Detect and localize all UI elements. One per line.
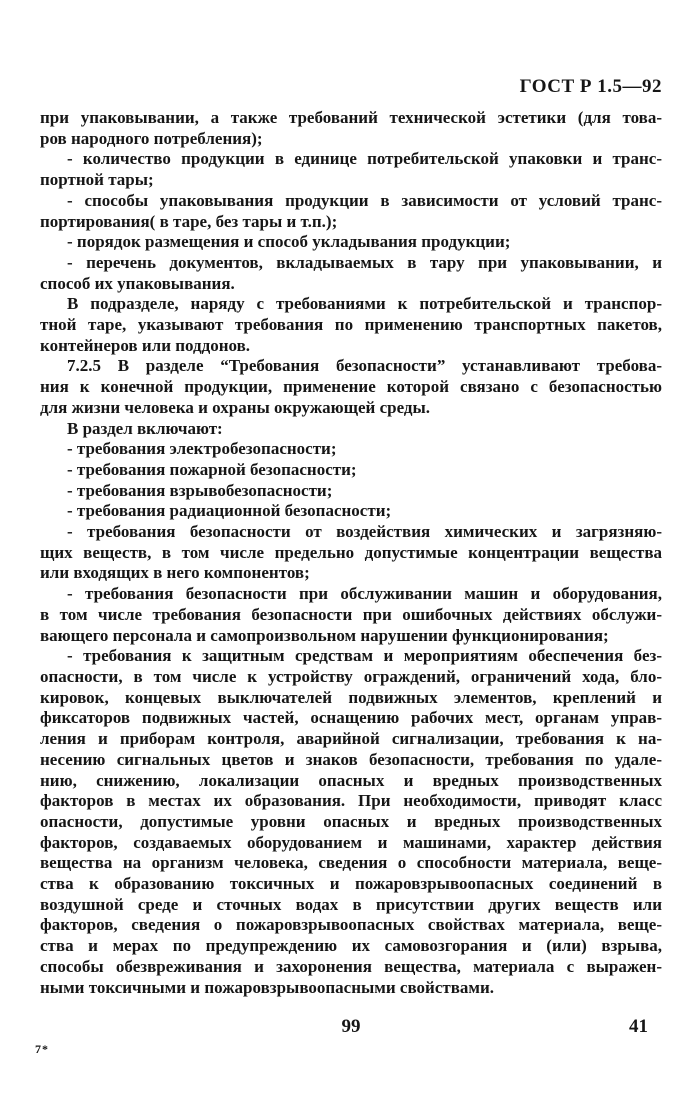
- text-line: воздушной среде и сточных водах в присутствии других веществ или: [40, 894, 662, 914]
- text-line: контейнеров или поддонов.: [40, 335, 251, 355]
- text-line: при упаковывании, а также требований технической эстетики (для това-: [40, 108, 662, 127]
- page-number-right: 41: [629, 1016, 648, 1037]
- signature-mark: 7*: [35, 1042, 49, 1056]
- text-line: ров народного потребления);: [40, 128, 263, 148]
- text-line: - требования радиационной безопасности;: [67, 501, 392, 521]
- page-number-center: 99: [341, 1016, 361, 1037]
- text-line: - требования к защитным средствам и мероприятиям обеспечения без-: [67, 646, 662, 666]
- text-line: опасности, допустимые уровни опасных и вредных производственных: [40, 811, 662, 831]
- text-line: кировок, концевых выключателей подвижных элементов, креплений и: [40, 687, 662, 707]
- text-line: ния к конечной продукции, применение которой связано с безопасностью: [40, 377, 662, 397]
- text-line: способ их упаковывания.: [40, 273, 235, 293]
- standard-number-header: ГОСТ Р 1.5—92: [519, 76, 662, 97]
- text-line: или входящих в него компонентов;: [40, 563, 310, 583]
- text-line: - перечень документов, вкладываемых в тару при упаковывании, и: [67, 252, 662, 272]
- text-line: В раздел включают:: [67, 418, 223, 438]
- text-line: тной таре, указывают требования по применению транспортных пакетов,: [40, 315, 662, 335]
- text-line: - способы упаковывания продукции в зависимости от условий транс-: [67, 190, 662, 210]
- text-line: портирования( в таре, без тары и т.п.);: [40, 211, 338, 231]
- text-line: опасности, в том числе к устройству ограждений, ограничений хода, бло-: [40, 666, 662, 686]
- text-line: ления и приборам контроля, аварийной сигнализации, требования к на-: [40, 729, 662, 749]
- text-line: портной тары;: [40, 170, 154, 190]
- text-line: щих веществ, в том числе предельно допустимые концентрации вещества: [40, 542, 662, 562]
- text-line: - требования электробезопасности;: [67, 439, 337, 459]
- text-line: способы обезвреживания и захоронения вещества, материала с выражен-: [40, 956, 662, 976]
- text-line: 7.2.5 В разделе “Требования безопасности” устанавливают требова-: [67, 356, 662, 376]
- page-footer: [40, 1016, 662, 1042]
- text-line: для жизни человека и охраны окружающей среды.: [40, 397, 431, 417]
- text-line: вающего персонала и самопроизвольном нарушении функционирования;: [40, 625, 609, 645]
- text-line: ства и мерах по предупреждению их самовозгорания и (или) взрыва,: [40, 936, 662, 956]
- text-line: нию, снижению, локализации опасных и вредных производственных: [40, 770, 662, 790]
- text-line: факторов в местах их образования. При необходимости, приводят класс: [40, 791, 662, 811]
- text-line: факторов, создаваемых оборудованием и машинами, характер действия: [40, 832, 662, 852]
- text-line: вещества на организм человека, сведения о способности материала, веще-: [40, 853, 662, 873]
- text-line: ства к образованию токсичных и пожаровзрывоопасных соединений в: [40, 874, 662, 894]
- text-line: - требования безопасности от воздействия химических и загрязняю-: [67, 522, 662, 542]
- text-line: несению сигнальных цветов и знаков безопасности, требования по удале-: [40, 749, 662, 769]
- text-line: - порядок размещения и способ укладывания продукции;: [67, 232, 511, 252]
- text-line: ными токсичными и пожаровзрывоопасными свойствами.: [40, 977, 495, 997]
- text-line: в том числе требования безопасности при ошибочных действиях обслужи-: [40, 604, 662, 624]
- text-line: - требования пожарной безопасности;: [67, 459, 357, 479]
- text-line: - требования безопасности при обслуживании машин и оборудования,: [67, 584, 662, 604]
- text-line: - требования взрывобезопасности;: [67, 480, 333, 500]
- text-line: факторов, сведения о пожаровзрывоопасных свойствах материала, веще-: [40, 915, 662, 935]
- body-text-block: [40, 108, 662, 998]
- text-line: В подразделе, наряду с требованиями к потребительской и транспор-: [67, 294, 662, 314]
- text-line: - количество продукции в единице потребительской упаковки и транс-: [67, 149, 662, 169]
- text-line: фиксаторов подвижных частей, оснащению рабочих мест, органам управ-: [40, 708, 662, 728]
